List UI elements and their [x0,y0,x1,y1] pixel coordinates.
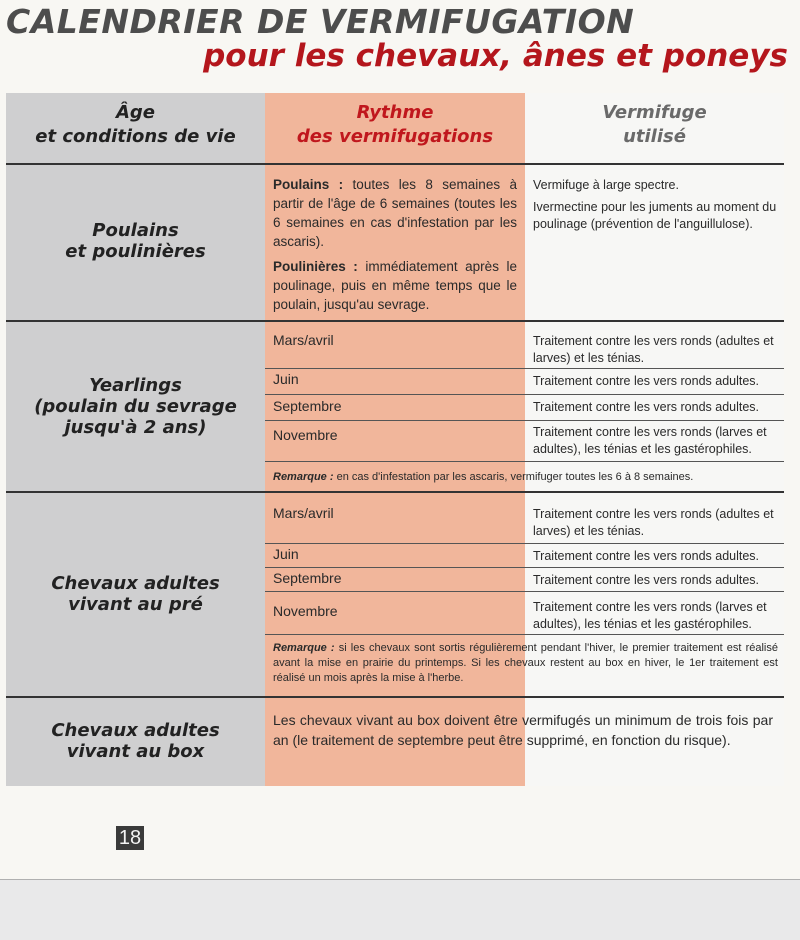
pre-month-1: Mars/avril [273,505,334,521]
divider [265,461,784,462]
divider [6,163,784,165]
product-poulains-2: Ivermectine pour les juments au moment du poulinage (prévention de l'anguillulose). [533,200,777,231]
footer-band [0,880,800,940]
rhythm-poulains: Poulains : toutes les 8 semaines à partir de l'âge de 6 semaines (toutes les 6 semaines en cas d'infestation par les ascaris). [273,177,517,249]
yearlings-month-3: Septembre [273,398,342,414]
divider [265,420,784,421]
yearlings-month-1: Mars/avril [273,332,334,348]
pre-month-2: Juin [273,546,299,562]
group-label-adultes-box: Chevaux adultes vivant au box [51,720,220,762]
group-label-poulains: Poulains et poulinières [65,220,206,262]
yearlings-treatment-1: Traitement contre les vers ronds (adultes et larves) et les ténias. [533,334,774,365]
yearlings-treatment-4: Traitement contre les vers ronds (larves et adultes), les ténias et les gastérophiles. [533,425,767,456]
divider [265,591,784,592]
column-age-background [6,93,265,786]
pre-remark: Remarque : si les chevaux sont sortis régulièrement pendant l'hiver, le premier traitement est réalisé avant la mise en prairie du printemps. Si les chevaux restent au box en hiver, le 1er traitement est réalisé un mois après la mise à l'herbe. [273,642,778,684]
rhythm-poulinieres: Poulinières : immédiatement après le poulinage, puis en même temps que le poulain, jusqu'au sevrage. [273,259,517,312]
divider [6,320,784,322]
table-header-row [6,93,784,165]
pre-treatment-3: Traitement contre les vers ronds adultes. [533,573,760,587]
yearlings-treatment-2: Traitement contre les vers ronds adultes. [533,374,760,388]
pre-treatment-2: Traitement contre les vers ronds adultes. [533,549,760,563]
yearlings-month-2: Juin [273,371,299,387]
header-rhythm: Rythme des vermifugations [296,102,494,147]
divider [265,634,784,635]
yearlings-remark: Remarque : en cas d'infestation par les ascaris, vermifuger toutes les 6 à 8 semaines. [273,471,694,483]
header-product: Vermifuge utilisé [602,102,707,147]
divider [6,696,784,698]
title-line-1: CALENDRIER DE VERMIFUGATION [6,2,635,41]
divider [265,567,784,568]
divider [265,368,784,369]
divider [6,491,784,493]
yearlings-treatment-3: Traitement contre les vers ronds adultes. [533,400,760,414]
pre-treatment-1: Traitement contre les vers ronds (adultes et larves) et les ténias. [533,507,774,538]
deworming-table [6,93,784,786]
group-label-yearlings: Yearlings (poulain du sevrage jusqu'à 2 ans) [34,375,237,438]
page-title [6,0,800,80]
pre-month-3: Septembre [273,570,342,586]
group-label-adultes-pre: Chevaux adultes vivant au pré [51,573,220,615]
page-number: 18 [116,826,144,850]
box-text: Les chevaux vivant au box doivent être vermifugés un minimum de trois fois par an (le traitement de septembre peut être supprimé, en fonction du risque). [273,712,773,748]
divider [265,543,784,544]
product-poulains-1: Vermifuge à large spectre. [533,178,679,192]
title-line-2: pour les chevaux, ânes et poneys [203,38,788,74]
yearlings-month-4: Novembre [273,427,338,443]
divider [265,394,784,395]
header-age: Âge et conditions de vie [35,102,236,147]
pre-month-4: Novembre [273,603,338,619]
pre-treatment-4: Traitement contre les vers ronds (larves et adultes), les ténias et les gastérophiles. [533,600,767,631]
